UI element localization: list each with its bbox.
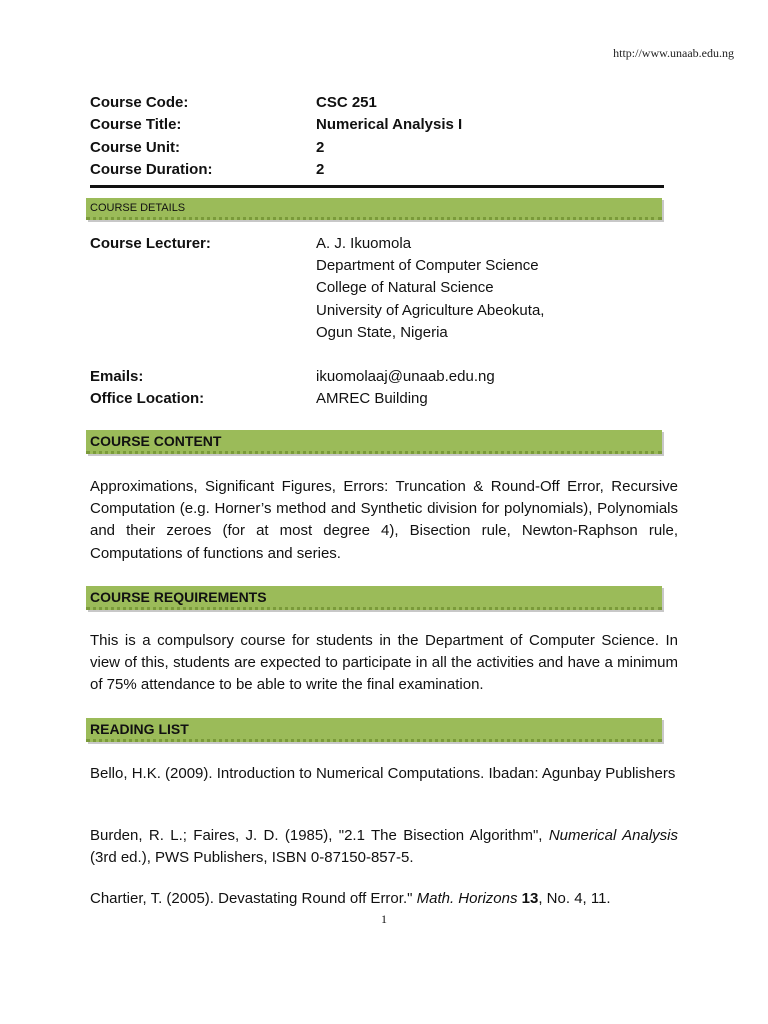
course-unit-value: 2 — [316, 138, 325, 156]
section-course-details: COURSE DETAILS — [86, 198, 662, 220]
emails-label: Emails: — [90, 368, 144, 386]
header-divider — [90, 185, 664, 188]
lecturer-label: Course Lecturer: — [90, 235, 211, 252]
course-content-text: Approximations, Significant Figures, Errors: Truncation & Round-Off Error, Recursive Computation (e.g. Horner’s method and Synthetic division for polynomials), Polynomials and their zeroes (for at most degree 4), Bisection rule, Newton-Raphson rule, Computations of functions and series. — [90, 478, 678, 562]
reading-ref-1: Bello, H.K. (2009). Introduction to Numerical Computations. Ibadan: Agunbay Publishers — [90, 765, 676, 782]
ref3-part-a: Chartier, T. (2005). Devastating Round off Error." — [90, 890, 417, 907]
course-unit-label: Course Unit: — [90, 138, 180, 156]
ref2-title: Numerical Analysis — [548, 827, 678, 844]
reading-ref-3 — [90, 888, 678, 910]
course-meta — [90, 92, 462, 182]
header-url: http://www.unaab.edu.ng — [613, 46, 734, 60]
ref3-volume: 13 — [521, 890, 539, 907]
section-reading-list: READING LIST — [86, 718, 662, 742]
course-duration-label: Course Duration: — [90, 161, 213, 179]
emails-row — [90, 366, 544, 388]
lecturer-name: A. J. Ikuomola — [316, 235, 412, 252]
course-title-label: Course Title: — [90, 116, 182, 134]
ref2-part-c: (3rd ed.), PWS Publishers, ISBN 0-87150-857-5. — [90, 849, 414, 867]
course-title-row — [90, 114, 462, 136]
office-row — [90, 388, 544, 410]
lecturer-department: Department of Computer Science — [316, 257, 539, 275]
course-duration-row — [90, 159, 462, 181]
section-course-requirements: COURSE REQUIREMENTS — [86, 586, 662, 610]
course-code-label: Course Code: — [90, 94, 189, 111]
lecturer-row — [90, 233, 544, 344]
page-number: 1 — [381, 912, 387, 926]
lecturer-address — [316, 233, 544, 344]
email-link[interactable]: ikuomolaaj@unaab.edu.ng — [316, 368, 495, 386]
lecturer-block — [90, 233, 544, 411]
office-value: AMREC Building — [316, 390, 428, 408]
office-label: Office Location: — [90, 390, 205, 408]
ref2-part-a: Burden, R. L.; Faires, J. D. (1985), "2.1 The Bisection Algorithm", — [90, 827, 549, 844]
course-duration-value: 2 — [316, 161, 325, 179]
ref3-journal: Math. Horizons — [416, 890, 518, 907]
ref3-part-e: , No. 4, 11. — [538, 890, 611, 907]
course-title-value: Numerical Analysis I — [316, 116, 463, 134]
course-unit-row — [90, 137, 462, 159]
lecturer-university: University of Agriculture Abeokuta, — [316, 301, 545, 319]
course-requirements-text: This is a compulsory course for students in the Department of Computer Science. In view of this, students are expected to participate in all the activities and have a minimum of 75% attendance to be able to write the final examination. — [90, 632, 678, 694]
section-course-content: COURSE CONTENT — [86, 430, 662, 454]
spacer — [90, 344, 544, 366]
course-code-row — [90, 92, 462, 114]
course-code-value: CSC 251 — [316, 94, 377, 111]
lecturer-state: Ogun State, Nigeria — [316, 323, 448, 341]
lecturer-college: College of Natural Science — [316, 279, 494, 297]
reading-ref-2 — [90, 825, 678, 869]
